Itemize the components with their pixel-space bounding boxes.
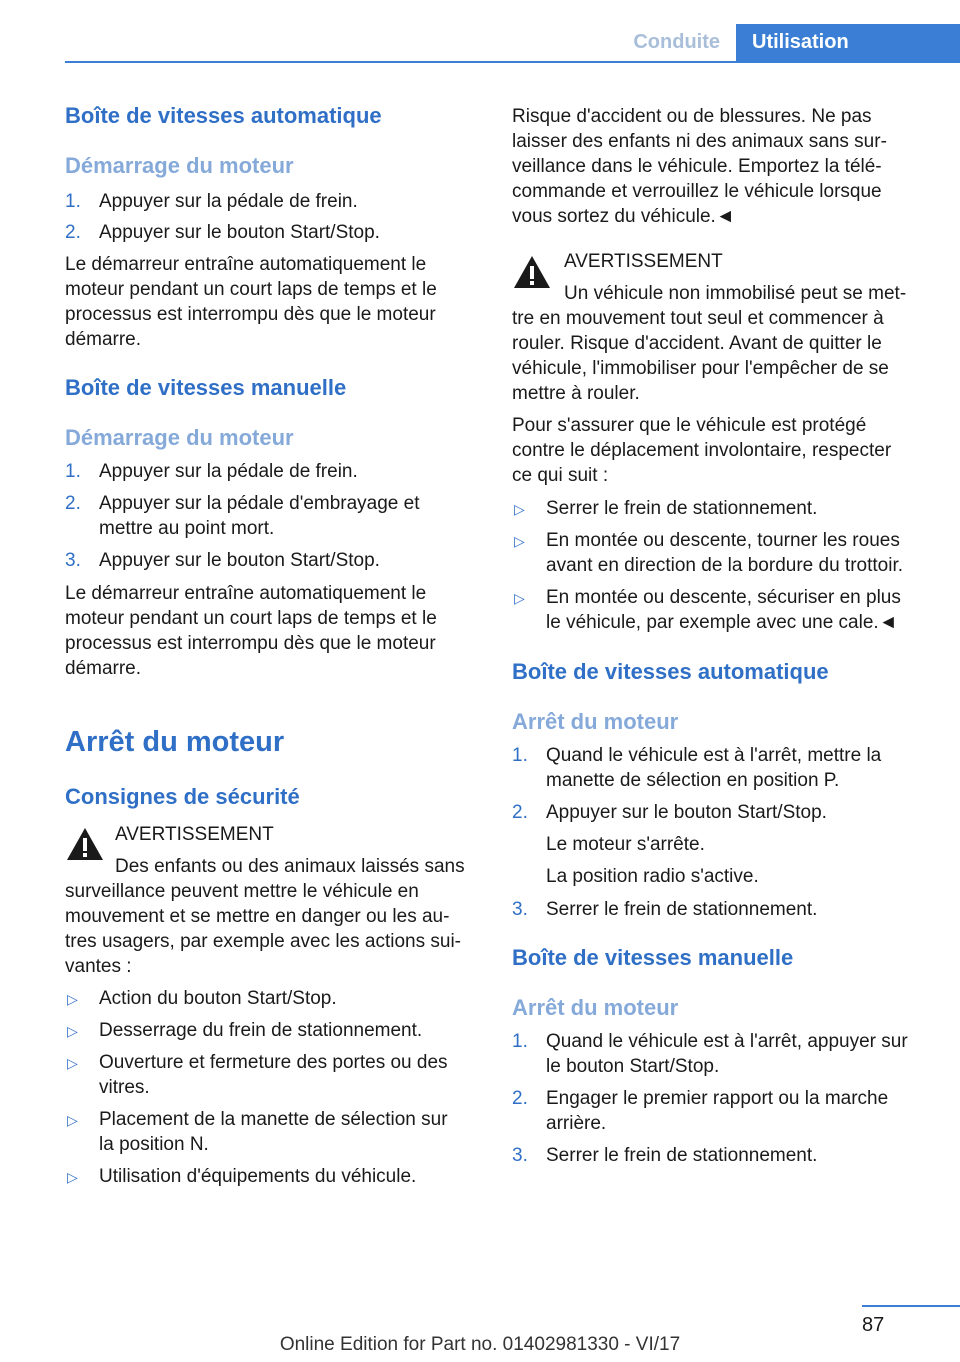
step-number: 1. [512, 745, 528, 766]
tab-conduite[interactable]: Conduite [633, 31, 720, 53]
paragraph-line: démarre. [65, 658, 142, 679]
bullet-triangle-icon: ▷ [514, 590, 525, 606]
step-number: 2. [512, 802, 528, 823]
step-note: La position radio s'active. [546, 866, 759, 887]
bullet-text: Placement de la manette de sélection sur [99, 1109, 448, 1130]
step-text: le bouton Start/Stop. [546, 1056, 720, 1077]
warning-text: rouler. Risque d'accident. Avant de quitter le [512, 333, 882, 354]
paragraph-line: Le démarreur entraîne automatiquement le [65, 254, 427, 275]
step-text: Appuyer sur la pédale de frein. [99, 461, 358, 482]
step-text: Appuyer sur le bouton Start/Stop. [546, 802, 827, 823]
bullet-text: Ouverture et fermeture des portes ou des [99, 1052, 448, 1073]
warning-text: vantes : [65, 956, 132, 977]
bullet-text: avant en direction de la bordure du trottoir. [546, 555, 904, 576]
paragraph-line: Risque d'accident ou de blessures. Ne pas [512, 106, 872, 127]
step-text: mettre au point mort. [99, 518, 275, 539]
step-text: Engager le premier rapport ou la marche [546, 1088, 889, 1109]
footer-edition: Online Edition for Part no. 01402981330 - VI/17 [279, 1334, 681, 1355]
bullet-text: le véhicule, par exemple avec une cale.◄ [546, 612, 898, 633]
bullet-text: la position N. [99, 1134, 209, 1155]
paragraph-line: commande et verrouillez le véhicule lorsque [512, 181, 882, 202]
bullet-triangle-icon: ▷ [67, 991, 78, 1007]
warning-label: AVERTISSEMENT [115, 824, 274, 845]
step-number: 1. [65, 461, 81, 482]
warning-text: mouvement et se mettre en danger ou les au- [65, 906, 450, 927]
bullet-text: En montée ou descente, tourner les roues [546, 530, 900, 551]
bullet-triangle-icon: ▷ [67, 1169, 78, 1185]
heading-manual-gearbox: Boîte de vitesses manuelle [512, 945, 794, 970]
step-text: Serrer le frein de stationnement. [546, 1145, 818, 1166]
step-text: Appuyer sur la pédale d'embrayage et [99, 493, 420, 514]
step-number: 1. [65, 191, 81, 212]
step-text: Appuyer sur le bouton Start/Stop. [99, 222, 380, 243]
bullet-text: En montée ou descente, sécuriser en plus [546, 587, 901, 608]
step-number: 2. [65, 493, 81, 514]
warning-text: Un véhicule non immobilisé peut se met- [564, 283, 907, 304]
paragraph-line: Le démarreur entraîne automatiquement le [65, 583, 427, 604]
header-rule [65, 61, 960, 63]
step-text: arrière. [546, 1113, 607, 1134]
warning-text: Des enfants ou des animaux laissés sans [115, 856, 465, 877]
warning-text: mettre à rouler. [512, 383, 640, 404]
tab-utilisation[interactable]: Utilisation [736, 24, 960, 61]
step-number: 3. [512, 899, 528, 920]
bullet-triangle-icon: ▷ [67, 1112, 78, 1128]
warning-text: tre en mouvement tout seul et commencer à [512, 308, 884, 329]
step-text: Quand le véhicule est à l'arrêt, appuyer sur [546, 1031, 908, 1052]
bullet-triangle-icon: ▷ [514, 501, 525, 517]
step-number: 3. [512, 1145, 528, 1166]
step-note: Le moteur s'arrête. [546, 834, 705, 855]
bullet-text: Action du bouton Start/Stop. [99, 988, 337, 1009]
subheading-start-engine: Démarrage du moteur [65, 425, 294, 450]
heading-auto-gearbox: Boîte de vitesses automatique [65, 103, 382, 128]
paragraph-line: démarre. [65, 329, 142, 350]
warning-text: véhicule, l'immobiliser pour l'empêcher de se [512, 358, 889, 379]
section-title-engine-stop: Arrêt du moteur [65, 726, 285, 758]
paragraph-line: processus est interrompu dès que le moteur [65, 304, 436, 325]
page-number-rule [862, 1305, 960, 1307]
bullet-triangle-icon: ▷ [67, 1023, 78, 1039]
step-number: 1. [512, 1031, 528, 1052]
step-text: manette de sélection en position P. [546, 770, 840, 791]
heading-auto-gearbox: Boîte de vitesses automatique [512, 659, 829, 684]
heading-safety: Consignes de sécurité [65, 784, 300, 809]
paragraph-line: Pour s'assurer que le véhicule est protégé [512, 415, 867, 436]
subheading-stop-engine: Arrêt du moteur [512, 995, 679, 1020]
paragraph-line: veillance dans le véhicule. Emportez la télé- [512, 156, 882, 177]
warning-icon [512, 254, 552, 290]
bullet-text: Utilisation d'équipements du véhicule. [99, 1166, 417, 1187]
paragraph-line: ce qui suit : [512, 465, 609, 486]
step-text: Quand le véhicule est à l'arrêt, mettre la [546, 745, 882, 766]
page-number: 87 [862, 1314, 885, 1336]
bullet-triangle-icon: ▷ [67, 1055, 78, 1071]
warning-label: AVERTISSEMENT [564, 251, 723, 272]
step-text: Appuyer sur le bouton Start/Stop. [99, 550, 380, 571]
step-number: 2. [65, 222, 81, 243]
warning-text: tres usagers, par exemple avec les actions sui- [65, 931, 462, 952]
warning-text: surveillance peuvent mettre le véhicule en [65, 881, 419, 902]
step-number: 3. [65, 550, 81, 571]
warning-icon [65, 826, 105, 862]
bullet-text: Desserrage du frein de stationnement. [99, 1020, 423, 1041]
paragraph-line: contre le déplacement involontaire, respecter [512, 440, 892, 461]
step-number: 2. [512, 1088, 528, 1109]
paragraph-line: moteur pendant un court laps de temps et le [65, 279, 437, 300]
heading-manual-gearbox: Boîte de vitesses manuelle [65, 375, 347, 400]
bullet-triangle-icon: ▷ [514, 533, 525, 549]
bullet-text: vitres. [99, 1077, 150, 1098]
step-text: Appuyer sur la pédale de frein. [99, 191, 358, 212]
paragraph-line: laisser des enfants ni des animaux sans sur- [512, 131, 887, 152]
paragraph-line: moteur pendant un court laps de temps et le [65, 608, 437, 629]
paragraph-line: vous sortez du véhicule.◄ [512, 206, 735, 227]
subheading-stop-engine: Arrêt du moteur [512, 709, 679, 734]
bullet-text: Serrer le frein de stationnement. [546, 498, 818, 519]
paragraph-line: processus est interrompu dès que le moteur [65, 633, 436, 654]
step-text: Serrer le frein de stationnement. [546, 899, 818, 920]
subheading-start-engine: Démarrage du moteur [65, 153, 294, 178]
